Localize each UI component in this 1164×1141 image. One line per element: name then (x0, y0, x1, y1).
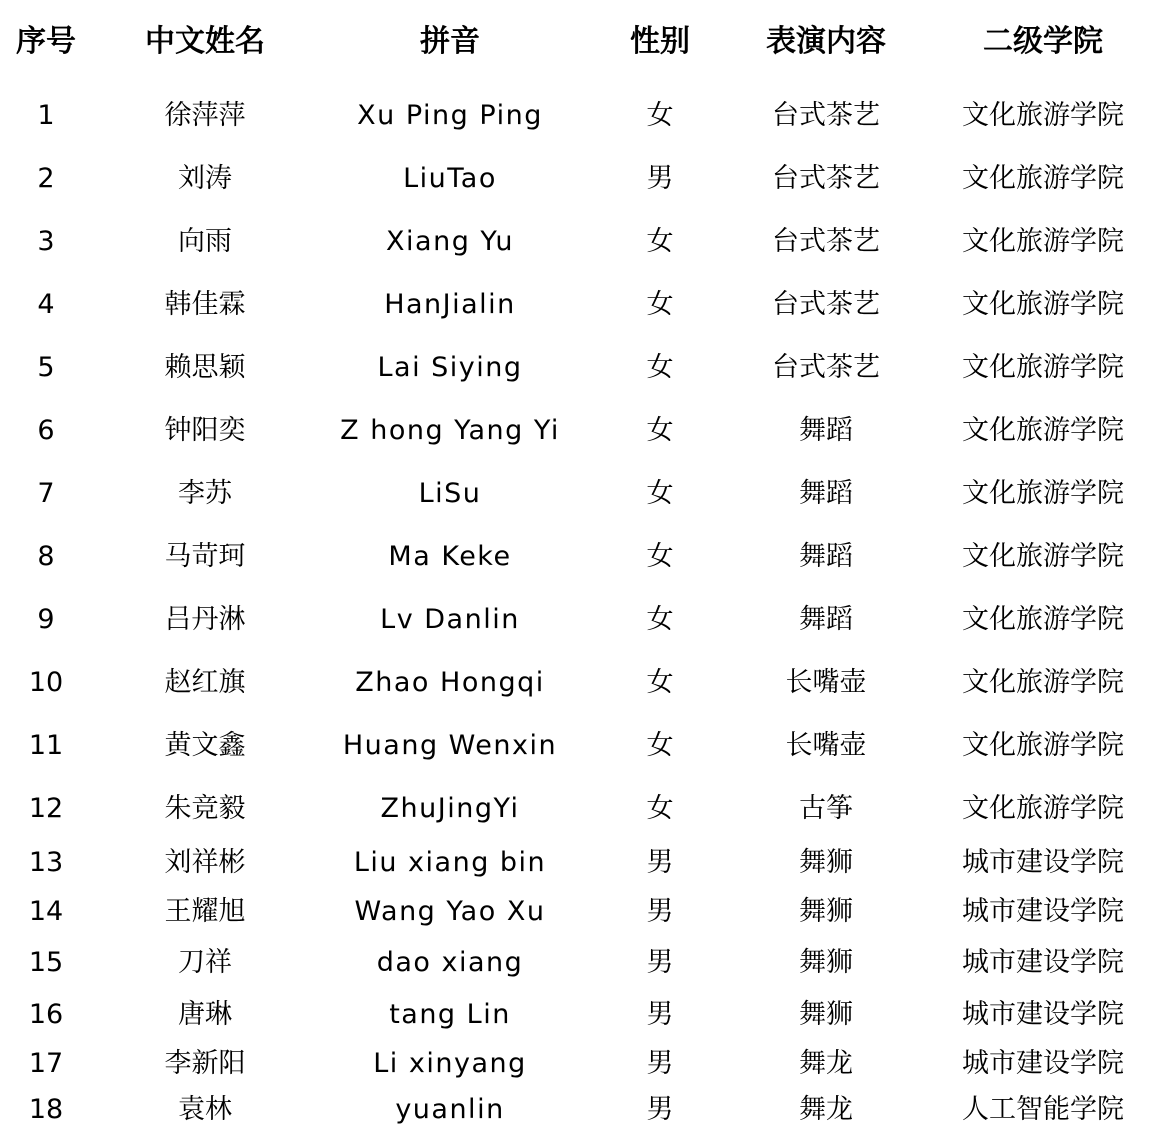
table-row (0, 602, 1164, 638)
cell-performance: 舞蹈 (799, 541, 853, 572)
cell-index: 18 (28, 1094, 64, 1125)
cell-performance: 舞龙 (799, 1094, 853, 1125)
cell-index: 12 (28, 793, 64, 824)
cell-performance: 长嘴壶 (785, 667, 867, 698)
cell-pinyin: Lai Siying (377, 352, 523, 383)
cell-gender: 女 (646, 289, 674, 320)
cell-chinese-name: 李新阳 (164, 1048, 246, 1079)
cell-index: 2 (37, 163, 55, 194)
cell-gender: 女 (646, 730, 674, 761)
cell-pinyin: HanJialin (384, 289, 516, 320)
cell-index: 4 (37, 289, 55, 320)
header-cell-chinese-name: 中文姓名 (145, 24, 265, 59)
cell-pinyin: LiSu (418, 478, 482, 509)
cell-pinyin: ZhuJingYi (380, 793, 520, 824)
cell-college: 文化旅游学院 (962, 352, 1124, 383)
cell-chinese-name: 刀祥 (178, 947, 232, 978)
cell-index: 15 (28, 947, 64, 978)
cell-college: 人工智能学院 (962, 1094, 1124, 1125)
cell-index: 14 (28, 896, 64, 927)
cell-gender: 男 (646, 999, 674, 1030)
header-cell-college: 二级学院 (983, 24, 1103, 59)
cell-performance: 古筝 (799, 793, 853, 824)
cell-chinese-name: 刘祥彬 (164, 847, 246, 878)
cell-gender: 女 (646, 352, 674, 383)
cell-chinese-name: 李苏 (178, 478, 232, 509)
cell-college: 文化旅游学院 (962, 541, 1124, 572)
cell-index: 6 (37, 415, 55, 446)
table-row (0, 287, 1164, 323)
cell-college: 文化旅游学院 (962, 793, 1124, 824)
cell-performance: 台式茶艺 (772, 163, 880, 194)
cell-pinyin: tang Lin (389, 999, 511, 1030)
table-row (0, 224, 1164, 260)
cell-index: 10 (28, 667, 64, 698)
cell-pinyin: Lv Danlin (380, 604, 520, 635)
cell-chinese-name: 王耀旭 (164, 896, 246, 927)
cell-gender: 男 (646, 163, 674, 194)
cell-college: 文化旅游学院 (962, 478, 1124, 509)
cell-performance: 舞狮 (799, 896, 853, 927)
cell-index: 3 (37, 226, 55, 257)
cell-performance: 舞蹈 (799, 415, 853, 446)
cell-college: 文化旅游学院 (962, 163, 1124, 194)
cell-pinyin: Huang Wenxin (342, 730, 558, 761)
table-row (0, 997, 1164, 1033)
table-row (0, 845, 1164, 881)
cell-index: 16 (28, 999, 64, 1030)
cell-performance: 舞蹈 (799, 604, 853, 635)
cell-chinese-name: 向雨 (178, 226, 232, 257)
cell-performance: 台式茶艺 (772, 100, 880, 131)
cell-index: 7 (37, 478, 55, 509)
cell-gender: 男 (646, 1048, 674, 1079)
cell-college: 文化旅游学院 (962, 604, 1124, 635)
cell-pinyin: yuanlin (395, 1094, 505, 1125)
cell-performance: 舞龙 (799, 1048, 853, 1079)
cell-pinyin: Ma Keke (388, 541, 512, 572)
cell-college: 文化旅游学院 (962, 100, 1124, 131)
cell-chinese-name: 赵红旗 (164, 667, 246, 698)
cell-gender: 男 (646, 896, 674, 927)
cell-gender: 女 (646, 793, 674, 824)
cell-index: 13 (28, 847, 64, 878)
cell-gender: 女 (646, 226, 674, 257)
cell-chinese-name: 韩佳霖 (164, 289, 246, 320)
cell-gender: 女 (646, 100, 674, 131)
table-header-row (0, 22, 1164, 62)
cell-pinyin: Zhao Hongqi (355, 667, 545, 698)
header-cell-performance: 表演内容 (766, 24, 886, 59)
cell-college: 城市建设学院 (962, 947, 1124, 978)
cell-gender: 女 (646, 541, 674, 572)
table-row (0, 350, 1164, 386)
table-row (0, 791, 1164, 827)
cell-chinese-name: 徐萍萍 (164, 100, 246, 131)
table-row (0, 98, 1164, 134)
cell-college: 文化旅游学院 (962, 667, 1124, 698)
cell-chinese-name: 朱竞毅 (164, 793, 246, 824)
cell-index: 17 (28, 1048, 64, 1079)
table-row (0, 665, 1164, 701)
cell-college: 城市建设学院 (962, 1048, 1124, 1079)
cell-pinyin: Xiang Yu (386, 226, 514, 257)
cell-college: 文化旅游学院 (962, 415, 1124, 446)
cell-college: 城市建设学院 (962, 896, 1124, 927)
cell-pinyin: Liu xiang bin (353, 847, 547, 878)
cell-gender: 男 (646, 947, 674, 978)
table-row (0, 1046, 1164, 1082)
cell-gender: 男 (646, 847, 674, 878)
cell-college: 文化旅游学院 (962, 730, 1124, 761)
cell-performance: 舞狮 (799, 847, 853, 878)
table-row (0, 476, 1164, 512)
cell-performance: 台式茶艺 (772, 226, 880, 257)
cell-chinese-name: 钟阳奕 (164, 415, 246, 446)
cell-chinese-name: 黄文鑫 (164, 730, 246, 761)
cell-performance: 长嘴壶 (785, 730, 867, 761)
table-row (0, 413, 1164, 449)
table-row (0, 945, 1164, 981)
cell-index: 9 (37, 604, 55, 635)
cell-chinese-name: 唐琳 (178, 999, 232, 1030)
cell-performance: 舞狮 (799, 999, 853, 1030)
cell-index: 5 (37, 352, 55, 383)
cell-pinyin: Xu Ping Ping (357, 100, 543, 131)
cell-index: 8 (37, 541, 55, 572)
header-cell-pinyin: 拼音 (420, 24, 480, 59)
cell-performance: 舞蹈 (799, 478, 853, 509)
cell-college: 文化旅游学院 (962, 226, 1124, 257)
table-row (0, 539, 1164, 575)
cell-chinese-name: 赖思颖 (164, 352, 246, 383)
cell-pinyin: Z hong Yang Yi (340, 415, 560, 446)
cell-chinese-name: 刘涛 (178, 163, 232, 194)
cell-gender: 女 (646, 415, 674, 446)
cell-chinese-name: 袁林 (178, 1094, 232, 1125)
header-cell-gender: 性别 (630, 24, 690, 59)
cell-pinyin: dao xiang (376, 947, 524, 978)
cell-gender: 男 (646, 1094, 674, 1125)
cell-chinese-name: 吕丹淋 (164, 604, 246, 635)
cell-college: 文化旅游学院 (962, 289, 1124, 320)
cell-pinyin: Wang Yao Xu (354, 896, 546, 927)
cell-performance: 舞狮 (799, 947, 853, 978)
cell-index: 11 (28, 730, 64, 761)
cell-pinyin: Li xinyang (373, 1048, 527, 1079)
cell-gender: 女 (646, 478, 674, 509)
cell-index: 1 (37, 100, 55, 131)
cell-gender: 女 (646, 604, 674, 635)
table-row (0, 894, 1164, 930)
cell-college: 城市建设学院 (962, 999, 1124, 1030)
cell-performance: 台式茶艺 (772, 289, 880, 320)
cell-pinyin: LiuTao (403, 163, 497, 194)
cell-chinese-name: 马苛珂 (164, 541, 246, 572)
table-row (0, 161, 1164, 197)
cell-performance: 台式茶艺 (772, 352, 880, 383)
cell-college: 城市建设学院 (962, 847, 1124, 878)
header-cell-index: 序号 (16, 24, 76, 59)
cell-gender: 女 (646, 667, 674, 698)
table-row (0, 1092, 1164, 1128)
table-row (0, 728, 1164, 764)
